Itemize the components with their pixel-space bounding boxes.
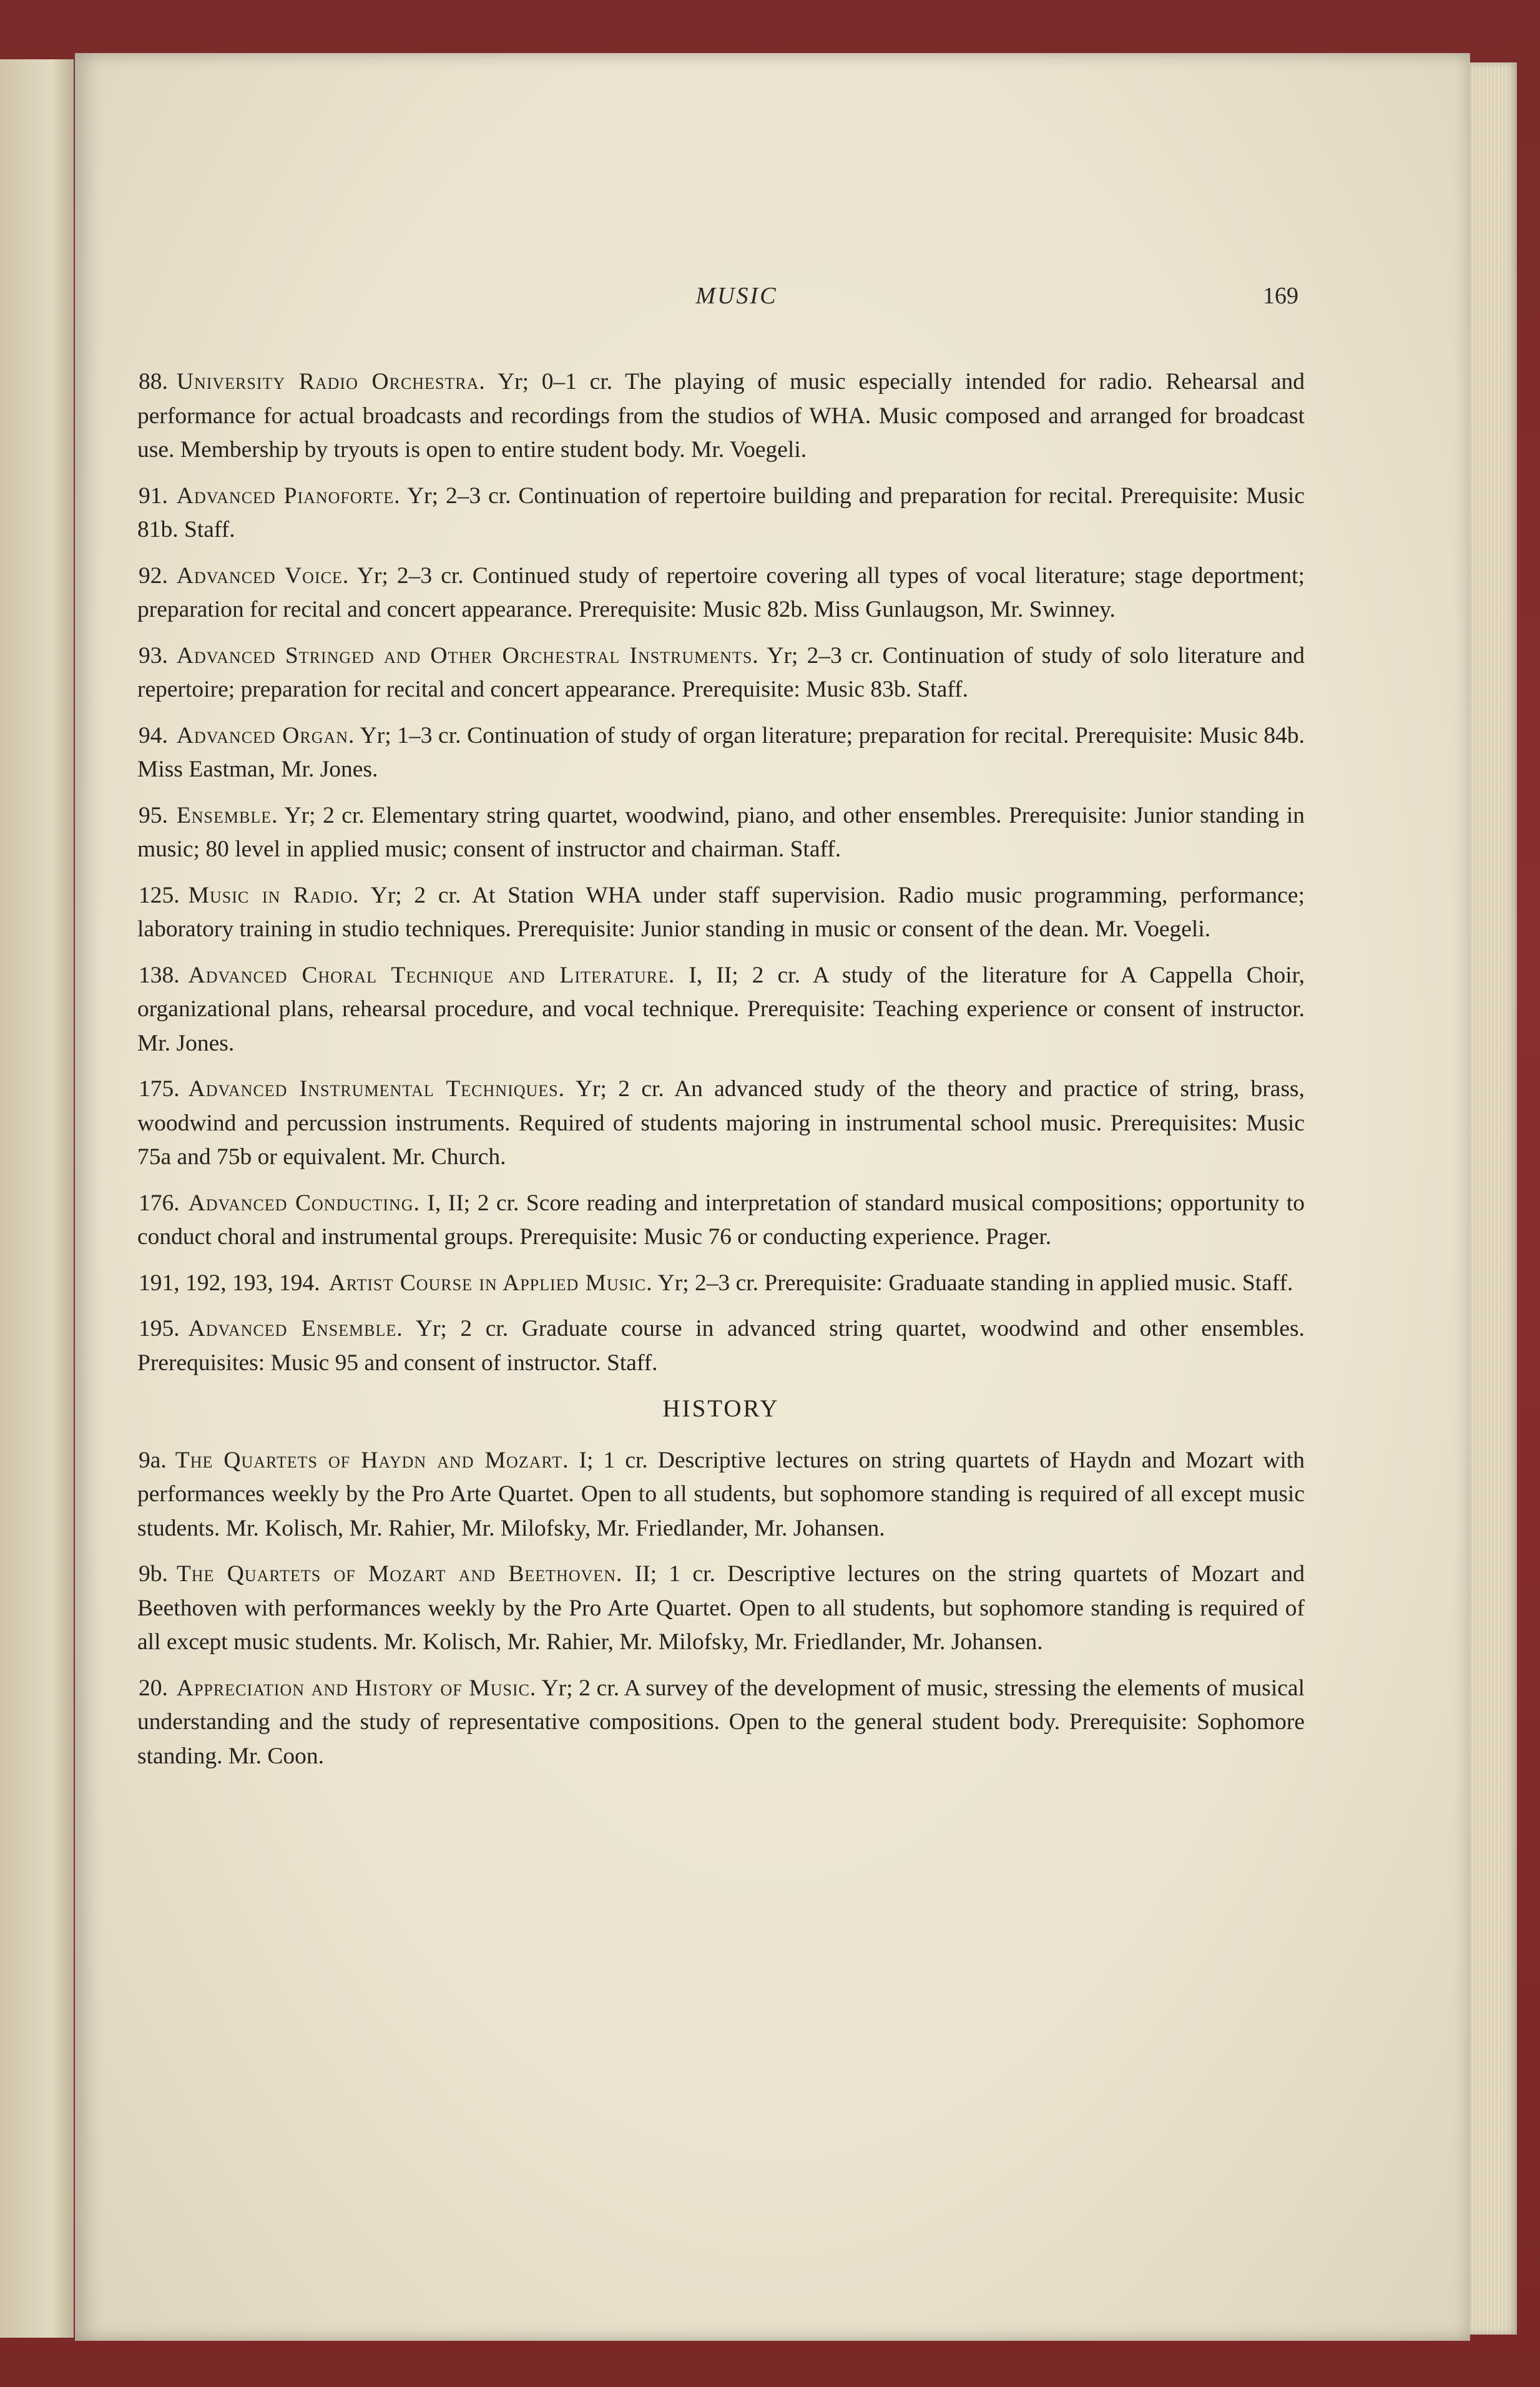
course-title: University Radio Orchestra. [176,369,486,395]
course-title: Advanced Voice. [176,562,350,589]
course-title: Advanced Instrumental Techniques. [188,1076,565,1102]
course-entry [137,1444,1305,1546]
course-description: Yr; 2 cr. A survey of the development of music, stressing the elements of musical understanding and the study of representative compositions. Open to the general student body. Prerequisite: Sophomore standing. Mr. Coon. [137,1675,1305,1769]
course-description: Yr; 2 cr. At Station WHA under staff supervision. Radio music programming, performance; laboratory training in studio techniques. Prerequisite: Junior standing in music or consent of the dean. Mr. Voegeli. [137,882,1305,942]
course-description: Yr; 2–3 cr. Prerequisite: Graduaate standing in applied music. Staff. [657,1270,1293,1296]
course-title: Music in Radio. [188,882,360,908]
course-entry [137,479,1305,547]
course-title: Artist Course in Applied Music. [328,1270,653,1296]
previous-page-edge [0,59,74,2338]
course-number: 92. [139,562,168,589]
course-number: 125. [139,882,180,908]
course-description: Yr; 2–3 cr. Continuation of study of solo literature and repertoire; preparation for recital and concert appearance. Prerequisite: Music 83b. Staff. [137,642,1305,702]
course-title: Ensemble. [176,802,278,828]
course-title: Advanced Choral Technique and Literature. [188,962,675,988]
page-number: 169 [1263,283,1298,309]
course-entry [137,559,1305,627]
course-description: Yr; 2 cr. Graduate course in advanced string quartet, woodwind and other ensembles. Prerequisites: Music 95 and consent of instructor. Staff. [137,1316,1305,1376]
course-number: 175. [139,1076,180,1102]
course-title: Advanced Conducting. [188,1190,420,1216]
course-title: The Quartets of Mozart and Beethoven. [176,1561,623,1587]
course-number: 88. [139,369,168,395]
course-description: Yr; 2 cr. An advanced study of the theory and practice of string, brass, woodwind and percussion instruments. Required of students majoring in instrumental school music. Prerequisites: Music 75a and 75b or equivalent. Mr. Church. [137,1076,1305,1170]
course-number: 20. [139,1675,168,1701]
course-title: Appreciation and History of Music. [176,1675,537,1701]
course-title: Advanced Stringed and Other Orchestral Instruments. [176,642,759,669]
course-entry [137,1267,1305,1301]
course-title: Advanced Ensemble. [188,1316,403,1341]
course-description: Yr; 1–3 cr. Continuation of study of organ literature; preparation for recital. Prerequisite: Music 84b. Miss Eastman, Mr. Jones. [137,722,1305,782]
course-number: 94. [139,722,168,748]
course-number: 9a. [139,1447,167,1473]
course-entry [137,365,1305,468]
course-entry [137,879,1305,947]
course-number: 191, 192, 193, 194. [139,1270,320,1296]
course-description: I; 1 cr. Descriptive lectures on string quartets of Haydn and Mozart with performances weekly by the Pro Arte Quartet. Open to all students, but sophomore standing is required of all except music students. Mr. Kolisch, Mr. Rahier, Mr. Milofsky, Mr. Friedlander, Mr. Johansen. [137,1447,1305,1541]
running-head [137,282,1336,320]
course-entry [137,1187,1305,1255]
course-title: Advanced Organ. [176,722,355,748]
course-description: Yr; 2–3 cr. Continued study of repertoire covering all types of vocal literature; stage deportment; preparation for recital and concert appearance. Prerequisite: Music 82b. Miss Gunlaugson, Mr. Swinney. [137,562,1305,622]
course-number: 91. [139,483,168,509]
history-course-list [137,1444,1305,1774]
course-entry [137,1312,1305,1380]
course-entry [137,639,1305,707]
course-number: 176. [139,1190,180,1216]
course-entry [137,1072,1305,1175]
course-number: 93. [139,642,168,669]
course-entry [137,959,1305,1061]
course-title: The Quartets of Haydn and Mozart. [175,1447,569,1473]
course-number: 9b. [139,1561,168,1587]
course-description: Yr; 2 cr. Elementary string quartet, woodwind, piano, and other ensembles. Prerequisite: Junior standing in music; 80 level in applied music; consent of instructor and chairman. Staff. [137,802,1305,862]
course-number: 195. [139,1316,180,1341]
page-edges [1470,62,1517,2335]
section-heading: HISTORY [662,1395,780,1422]
course-number: 138. [139,962,180,988]
course-description: Yr; 0–1 cr. The playing of music especially intended for radio. Rehearsal and performance for actual broadcasts and recordings from the studios of WHA. Music composed and arranged for broadcast use. Membership by tryouts is open to entire student body. Mr. Voegeli. [137,369,1305,463]
course-title: Advanced Pianoforte. [176,483,401,509]
page-content [137,365,1305,1785]
course-entry [137,719,1305,787]
course-number: 95. [139,802,168,828]
course-description: Yr; 2–3 cr. Continuation of repertoire building and preparation for recital. Prerequisite: Music 81b. Staff. [137,483,1305,542]
running-head-title: MUSIC [695,283,778,309]
course-description: I, II; 2 cr. A study of the literature for A Cappella Choir, organizational plans, rehearsal procedure, and vocal technique. Prerequisite: Teaching experience or consent of instructor. Mr. Jones. [137,962,1305,1056]
course-entry [137,1672,1305,1774]
course-list [137,365,1305,1380]
course-description: II; 1 cr. Descriptive lectures on the string quartets of Mozart and Beethoven with performances weekly by the Pro Arte Quartet. Open to all students, but sophomore standing is required of all except music students. Mr. Kolisch, Mr. Rahier, Mr. Milofsky, Mr. Friedlander, Mr. Johansen. [137,1561,1305,1655]
course-description: I, II; 2 cr. Score reading and interpretation of standard musical compositions; opportunity to conduct choral and instrumental groups. Prerequisite: Music 76 or conducting experience. Prager. [137,1190,1305,1250]
course-entry [137,1557,1305,1660]
course-entry [137,799,1305,867]
